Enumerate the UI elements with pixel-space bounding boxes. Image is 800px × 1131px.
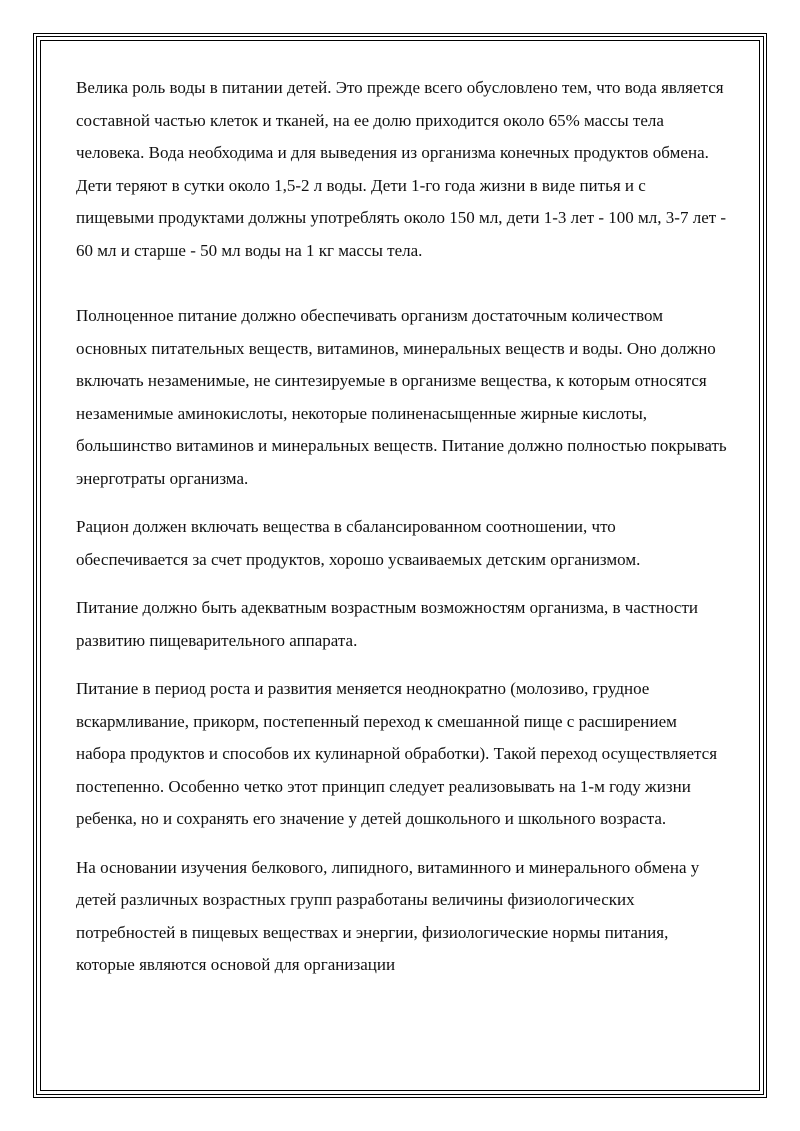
document-body — [76, 72, 728, 998]
paragraph-water-role: Велика роль воды в питании детей. Это прежде всего обусловлено тем, что вода является составной частью клеток и тканей, на ее долю приходится около 65% массы тела человека. Вода необходима и для выведения из организма конечных продуктов обмена. Дети теряют в сутки около 1,5-2 л воды. Дети 1-го года жизни в виде питья и с пищевыми продуктами должны употреблять около 150 мл, дети 1-3 лет - 100 мл, 3-7 лет - 60 мл и старше - 50 мл воды на 1 кг массы тела. — [76, 78, 727, 260]
paragraph-physiological-norms: На основании изучения белкового, липидного, витаминного и минерального обмена у детей различных возрастных групп разработаны величины физиологических потребностей в пищевых веществах и энергии, физиологические нормы питания, которые являются основой для организации — [76, 857, 700, 974]
paragraph-balanced-ration: Рацион должен включать вещества в сбалансированном соотношении, что обеспечивается за счет продуктов, хорошо усваиваемых детским организмом. — [76, 517, 641, 569]
paragraph-complete-nutrition: Полноценное питание должно обеспечивать организм достаточным количеством основных питательных веществ, витаминов, минеральных веществ и воды. Оно должно включать незаменимые, не синтезируемые в организме вещества, к которым относятся незаменимые аминокислоты, некоторые полиненасыщенные жирные кислоты, большинство витаминов и минеральных веществ. Питание должно полностью покрывать энерготраты организма. — [76, 306, 727, 488]
paragraph-growth-stages: Питание в период роста и развития меняется неоднократно (молозиво, грудное вскармливание, прикорм, постепенный переход к смешанной пище с расширением набора продуктов и способов их кулинарной обработки). Такой переход осуществляется постепенно. Особенно четко этот принцип следует реализовывать на 1-м году жизни ребенка, но и сохранять его значение у детей дошкольного и школьного возраста. — [76, 679, 718, 828]
paragraph-age-adequacy: Питание должно быть адекватным возрастным возможностям организма, в частности развитию пищеварительного аппарата. — [76, 598, 698, 650]
